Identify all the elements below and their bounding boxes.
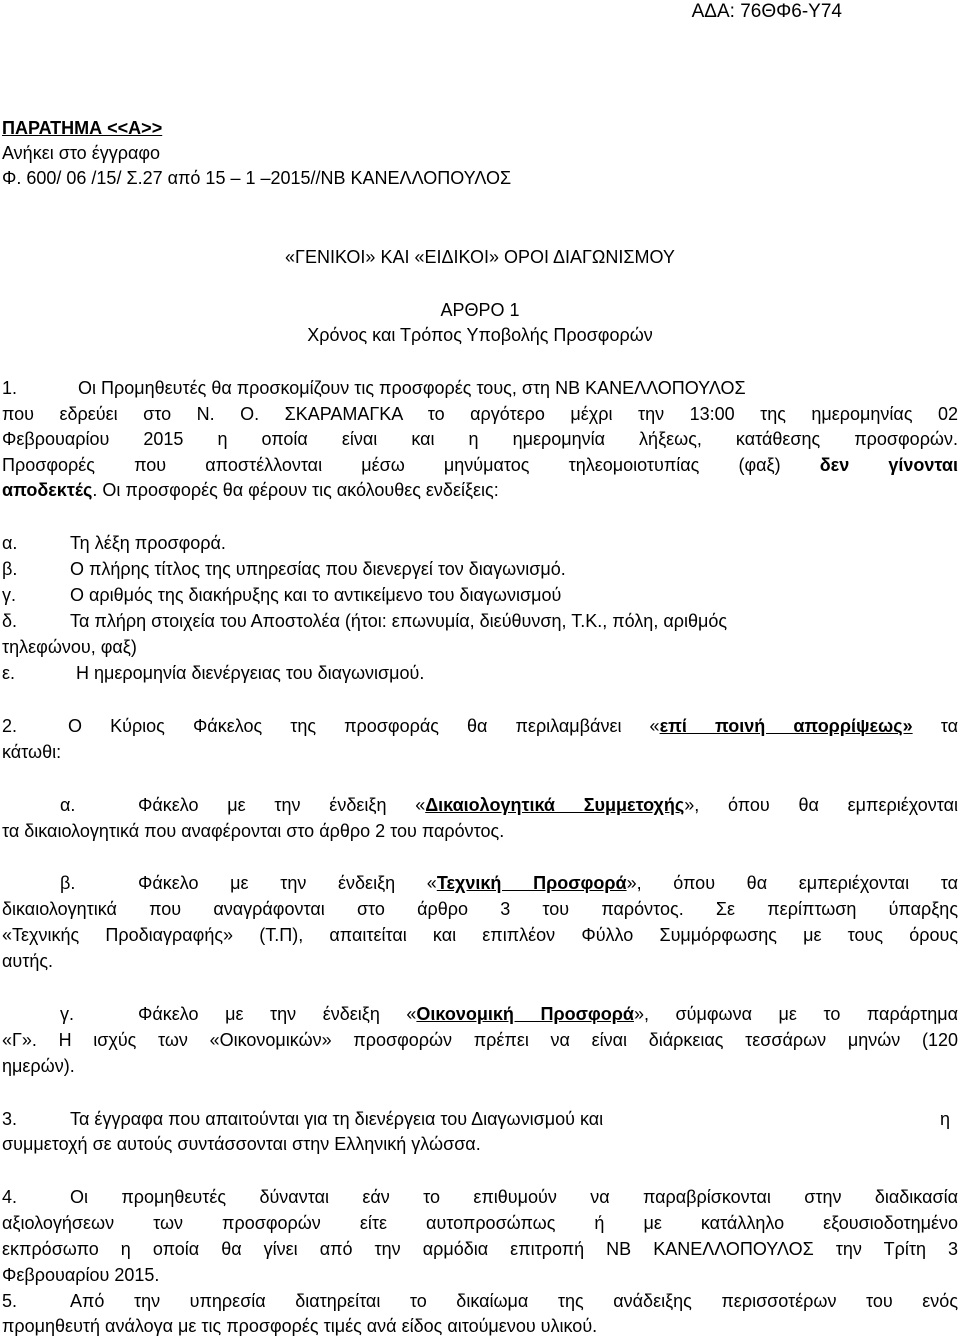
emphasis-text: αποδεκτές (2, 480, 93, 500)
list-text: Ο πλήρης τίτλος της υπηρεσίας που διενεργεί τον διαγωνισμό. (70, 559, 566, 579)
paragraph-2g-line (2, 1002, 958, 1026)
paragraph-text: Φάκελο με την ένδειξη « (138, 873, 437, 893)
paragraph-2a-line (2, 793, 958, 817)
paragraph-text: δικαιολογητικά που αναγράφονται στο άρθρο 3 του παρόντος. Σε περίπτωση ύπαρξης (2, 899, 958, 919)
paragraph-2g-line (2, 1028, 958, 1052)
paragraph-3-line (2, 1132, 958, 1156)
paragraph-number: α. (60, 795, 76, 815)
paragraph-4-line (2, 1185, 958, 1209)
list-text: Ο αριθμός της διακήρυξης και το αντικείμενο του διαγωνισμού (70, 585, 562, 605)
article-title: ΑΡΘΡΟ 1 (440, 300, 520, 320)
paragraph-1-line (2, 478, 958, 502)
list-text: τηλεφώνου, φαξ) (2, 637, 137, 657)
paragraph-4-line (2, 1211, 958, 1235)
list-item (2, 661, 958, 685)
paragraph-text: η (939, 1109, 950, 1129)
list-text: Τη λέξη προσφορά. (70, 533, 226, 553)
paragraph-text: Φεβρουαρίου 2015 η οποία είναι και η ημερομηνία λήξεως, κατάθεσης προσφορών. (2, 429, 958, 449)
paragraph-text: . Οι προσφορές θα φέρουν τις ακόλουθες ενδείξεις: (92, 480, 499, 500)
paragraph-2b-line (2, 897, 958, 921)
paragraph-4-line (2, 1263, 958, 1287)
paragraph-1-line (2, 427, 958, 451)
paragraph-text: ημερών). (2, 1056, 75, 1076)
paragraph-text: κάτωθι: (2, 742, 62, 762)
paragraph-text: τα (912, 716, 958, 736)
emphasis-text: επί ποινή απορρίψεως» (659, 716, 913, 736)
belongs-text: Ανήκει στο έγγραφο (2, 143, 161, 163)
paragraph-2a-line (2, 819, 958, 843)
paragraph-3-line (2, 1107, 958, 1131)
emphasis-text: Δικαιολογητικά Συμμετοχής (425, 795, 685, 815)
paragraph-number: 4. (2, 1187, 18, 1207)
paragraph-text: Ο Κύριος Φάκελος της προσφοράς θα περιλαμβάνει « (68, 716, 660, 736)
paragraph-2b-line (2, 871, 958, 895)
paragraph-text: Προσφορές που αποστέλλονται μέσω μηνύματος τηλεομοιοτυπίας (φαξ) (2, 455, 781, 475)
paragraph-text: τα δικαιολογητικά που αναφέρονται στο άρθρο 2 του παρόντος. (2, 821, 505, 841)
list-marker: γ. (2, 585, 17, 605)
paragraph-2g-line (2, 1054, 958, 1078)
paragraph-text: εκπρόσωπο η οποία θα γίνει από την αρμόδια επιτροπή ΝΒ ΚΑΝΕΛΛΟΠΟΥΛΟΣ την Τρίτη 3 (2, 1239, 958, 1259)
paragraph-2-line (2, 714, 958, 738)
emphasis-text: Οικονομική Προσφορά (416, 1004, 634, 1024)
article-subtitle: Χρόνος και Τρόπος Υποβολής Προσφορών (307, 325, 653, 345)
paragraph-text: που εδρεύει στο Ν. Ο. ΣΚΑΡΑΜΑΓΚΑ το αργότερο μέχρι την 13:00 της ημερομηνίας 02 (2, 404, 958, 424)
paragraph-number: 5. (2, 1291, 18, 1311)
list-text: Τα πλήρη στοιχεία του Αποστολέα (ήτοι: επωνυμία, διεύθυνση, Τ.Κ., πόλη, αριθμός (70, 611, 728, 631)
list-item-continued (2, 635, 958, 659)
emphasis-text: Τεχνική Προσφορά (436, 873, 627, 893)
list-text: Η ημερομηνία διενέργειας του διαγωνισμού. (76, 663, 425, 683)
paragraph-text: Τα έγγραφα που απαιτούνται για τη διενέργεια του Διαγωνισμού και (70, 1109, 604, 1129)
paragraph-2b-line (2, 923, 958, 947)
paragraph-2-line (2, 740, 958, 764)
paragraph-text: Οι Προμηθευτές θα προσκομίζουν τις προσφορές τους, στη ΝΒ ΚΑΝΕΛΛΟΠΟΥΛΟΣ (78, 378, 746, 398)
paragraph-text: «Γ». Η ισχύς των «Οικονομικών» προσφορών πρέπει να είναι διάρκειας τεσσάρων μηνών (120 (2, 1030, 958, 1050)
paragraph-5-line (2, 1314, 958, 1338)
paragraph-1-line (2, 376, 958, 400)
list-marker: β. (2, 559, 18, 579)
paragraph-text: Φεβρουαρίου 2015. (2, 1265, 160, 1285)
paragraph-number: β. (60, 873, 76, 893)
document-reference: Φ. 600/ 06 /15/ Σ.27 από 15 – 1 –2015//ΝΒ ΚΑΝΕΛΛΟΠΟΥΛΟΣ (2, 168, 512, 188)
paragraph-1-line (2, 402, 958, 426)
list-item (2, 557, 958, 581)
list-marker: δ. (2, 611, 18, 631)
paragraph-text: «Τεχνικής Προδιαγραφής» (Τ.Π), απαιτείται και επιπλέον Φύλλο Συμμόρφωσης με τους όρους (2, 925, 958, 945)
paragraph-5-line (2, 1289, 958, 1313)
paragraph-text: », όπου θα εμπεριέχονται (684, 795, 958, 815)
list-item (2, 583, 958, 607)
paragraph-text: Από την υπηρεσία διατηρείται το δικαίωμα της ανάδειξης περισσοτέρων του ενός (70, 1291, 958, 1311)
ada-code: ΑΔΑ: 76ΘΦ6-Υ74 (691, 1, 842, 22)
paragraph-text: Οι προμηθευτές δύνανται εάν το επιθυμούν να παραβρίσκονται στην διαδικασία (70, 1187, 958, 1207)
paragraph-text: Φάκελο με την ένδειξη « (138, 795, 426, 815)
paragraph-text: αυτής. (2, 951, 54, 971)
paragraph-text: συμμετοχή σε αυτούς συντάσσονται στην Ελληνική γλώσσα. (2, 1134, 481, 1154)
paragraph-number: 2. (2, 716, 18, 736)
paragraph-number: 1. (2, 378, 18, 398)
paragraph-text: προμηθευτή ανάλογα με τις προσφορές τιμές ανά είδος αιτούμενου υλικού. (2, 1316, 598, 1336)
paragraph-4-line (2, 1237, 958, 1261)
paragraph-text: αξιολογήσεων των προσφορών είτε αυτοπροσώπως ή με κατάλληλο εξουσιοδοτημένο (2, 1213, 958, 1233)
main-heading: «ΓΕΝΙΚΟΙ» ΚΑΙ «ΕΙΔΙΚΟΙ» ΟΡΟΙ ΔΙΑΓΩΝΙΣΜΟΥ (285, 247, 675, 267)
paragraph-2b-line (2, 949, 958, 973)
list-item (2, 609, 958, 633)
emphasis-text: δεν γίνονται (819, 455, 958, 475)
paragraph-1-line (2, 453, 958, 477)
annex-title: ΠΑΡΑΤΗΜΑ <<Α>> (2, 118, 163, 138)
list-marker: α. (2, 533, 18, 553)
paragraph-text: Φάκελο με την ένδειξη « (138, 1004, 417, 1024)
list-item (2, 531, 958, 555)
paragraph-text: », σύμφωνα με το παράρτημα (633, 1004, 958, 1024)
list-marker: ε. (2, 663, 16, 683)
paragraph-number: γ. (60, 1004, 75, 1024)
paragraph-text: », όπου θα εμπεριέχονται τα (626, 873, 959, 893)
paragraph-number: 3. (2, 1109, 18, 1129)
